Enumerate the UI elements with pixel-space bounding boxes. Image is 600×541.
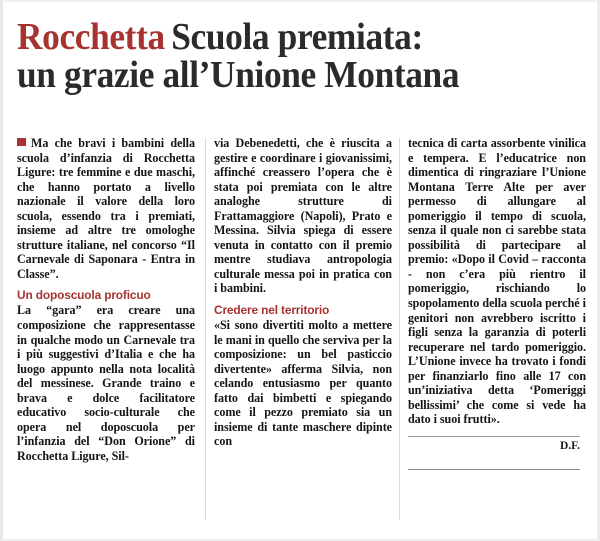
byline-rule-bottom bbox=[408, 469, 580, 470]
subhead-credere-nel-territorio: Credere nel territorio bbox=[214, 303, 330, 318]
red-square-bullet-icon bbox=[17, 138, 26, 146]
byline-rule-top bbox=[408, 436, 580, 437]
article-column-1 bbox=[17, 136, 195, 536]
article-headline bbox=[17, 16, 589, 96]
article-body bbox=[17, 136, 589, 536]
byline-block bbox=[408, 436, 586, 470]
article-column-3 bbox=[408, 136, 586, 536]
headline-line-1-text: Scuola premiata: bbox=[171, 16, 423, 58]
article-byline: D.F. bbox=[559, 439, 580, 452]
headline-kicker: Rocchetta bbox=[17, 16, 165, 58]
column-divider-2 bbox=[399, 138, 400, 520]
article-column-2 bbox=[214, 136, 392, 536]
paragraph-column-2-top: via Debenedetti, che è riuscita a gestire e coordinare i giovanissimi, affinché creassero l’opera che è stata poi premiata con le altre analoghe strutture di Frattamaggiore (Napoli), Prato e Messina. Silvia spiega di essere venuta in contatto con il premio mentre studiava antropologia culturale messa poi in pratica con i bambini. bbox=[214, 136, 392, 296]
paragraph-column-2-bottom: «Si sono divertiti molto a mettere le mani in quello che serviva per la composizione: un bel pasticcio divertente» afferma Silvia, non celando entusiasmo per quanto fatto dai bimbetti e spiegando come il pezzo premiato sia un insieme di tante maschere dipinte con bbox=[214, 318, 392, 449]
lead-paragraph bbox=[17, 136, 195, 281]
headline-line-2: un grazie all’Unione Montana bbox=[17, 53, 460, 96]
paragraph-column-1: La “gara” era creare una composizione che rappresentasse in qualche modo un Carnevale tra i più suggestivi d’Italia e che ha luogo appunto nella nota località del messinese. Grande traino e brava e dolce facilitatore educativo socio-culturale che opera nel doposcuola per l’infanzia del “Don Orione” di Rocchetta Ligure, Sil- bbox=[17, 303, 195, 463]
lead-paragraph-text: Ma che bravi i bambini della scuola d’infanzia di Rocchetta Ligure: tre femmine e due maschi, che hanno portato a livello nazionale il valore della loro scuola, essendo tra i premiati, insieme ad altre tre omologhe strutture italiane, nel concorso “Il Carnevale di Saponara - Entra in Classe”. bbox=[17, 136, 195, 281]
subhead-un-doposcuola-proficuo: Un doposcuola proficuo bbox=[17, 288, 151, 303]
headline-line-1 bbox=[17, 16, 549, 58]
column-divider-1 bbox=[205, 138, 206, 520]
paragraph-column-3: tecnica di carta assorbente vinilica e tempera. E l’educatrice non dimentica di ringraziare l’Unione Montana Terre Alte per aver permesso di allungare al pomeriggio il tempo di scuola, senza il quale non ci sarebbe stata possibilità di partecipare al premio: «Dopo il Covid – racconta - non c’era più rientro il pomeriggio, rischiando lo spopolamento della scuola perché i genitori non avrebbero iscritto i figli senza la garanzia di poterli recuperare nel tardo pomeriggio. L’Unione invece ha trovato i fondi per finanziarlo fino alle 17 con un’iniziativa detta ‘Pomeriggi bellissimi’ che come si vede ha dato i suoi frutti». bbox=[408, 136, 586, 427]
